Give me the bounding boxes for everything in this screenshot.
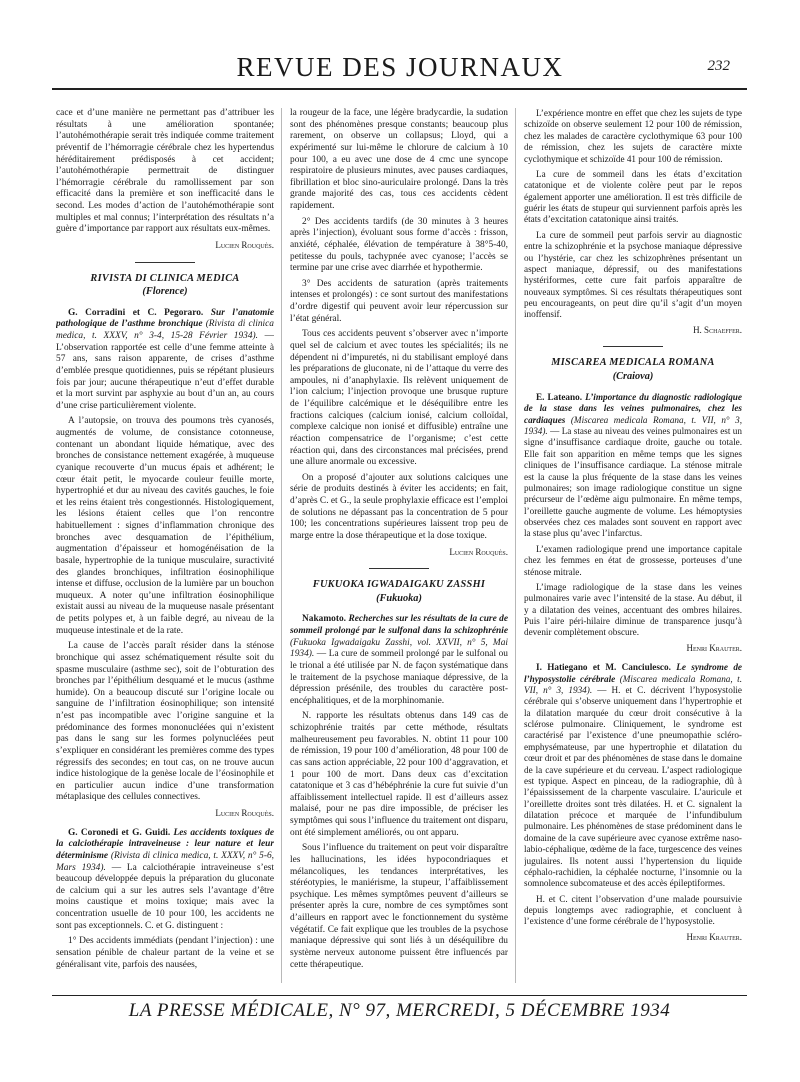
paragraph: A l’autopsie, on trouva des poumons très cyanosés, augmentés de volume, de consistance cotonneuse, contenant un abondant liquide hématique, avec des bronches de consistance nettement exagérée, à muqueuse cyanique recouverte d’un mucus épais et adhérent; le cœur était petit, le myocarde couleur feuille morte, hypertrophié et dur au niveau des cavités gauches, le foie et les reins étaient très congestionnés. Histologiquement, les lésions étaient celles que l’on rencontre habituellement : signes d’inflammation chronique des bronches avec desquamation de l’épithélium, augmentation d’épaisseur et homogénéisation de la basale, hypertrophie de la tunique musculaire, suractivité des glandes bronchiques, infiltration éosinophilique intense et diffuse, occlusion de la lumière par un bouchon muqueux. A noter qu’une infiltration éosinophilique existait aussi au niveau de la muqueuse nasale présentant de petits polypes et, à un faible degré, au niveau de la muqueuse intestinale et de la rate. [56, 416, 274, 636]
author-signature: Henri Krauter. [686, 931, 742, 942]
section-city: (Craiova) [612, 370, 654, 382]
article-heading [524, 662, 742, 890]
section-title: RIVISTA DI CLINICA MEDICA [90, 272, 240, 284]
paragraph: L’examen radiologique prend une importance capitale chez les femmes en état de grossesse, porteuses d’une sténose mitrale. [524, 543, 742, 577]
paragraph: la rougeur de la face, une légère bradycardie, la sudation sont des phénomènes presque constants; beaucoup plus rarement, on observe un collapsus; Lloyd, qui a expérimenté sur lui-même le chlorure de calcium à 10 pour 100, a eu avec une dose de 4 cmc une syncope respiratoire de plusieurs minutes, avec pauses cardiaques, fibrillation et bloc sino-auriculaire prolongé. Dans la très grande majorité des cas, tous ces accidents cèdent rapidement. [290, 108, 508, 211]
article-citation: (Fukuoka Igwadaigaku Zasshi, vol. XXVII, n° 5, Mai 1934). [290, 637, 508, 660]
article-citation: (Rivista di clinica medica, t. XXXV, n° 3-4, 15-28 Février 1934). [56, 319, 274, 341]
column-1 [56, 108, 274, 975]
article-title: Les accidents toxiques de la calciothérapie intraveineuse : leur nature et leur déterminisme [56, 827, 274, 861]
section-city: (Florence) [142, 286, 188, 298]
article-citation: (Miscarea medicala Romana, t. VII, n° 3, 1934). [524, 414, 742, 436]
paragraph: cace et d’une manière ne permettant pas d’attribuer les résultats à une amélioration spontanée; l’autohémothérapie serait très indiquée comme traitement préventif de l’hémorragie cérébrale chez les hypertendus héréditairement prédisposés à cet accident; l’autohémothérapie permettrait de distinguer l’hémorragie cérébrale du ramollissement par son efficacité dans la première et son inefficacité dans le second. Les modes d’action de l’autohémothérapie sont multiples et mal connus; l’interprétation des résultats n’a guère d’importance par rapport aux résultats eux-mêmes. [56, 108, 274, 235]
journal-title: REVUE DES JOURNAUX [236, 52, 564, 82]
paragraph: L’expérience montre en effet que chez les sujets de type schizoïde on observe seulement 12 pour 100 de rémission, chez les malades de caractère cyclothymique 63 pour 100 de rémission, chez les sujets de caractère mixte cyclothymique et schizoïde 41 pour 100 de rémission. [524, 108, 742, 164]
paragraph: — L’observation rapportée est celle d’une femme atteinte à 57 ans, sans raison apparente, de crises d’asthme d’emblée presque quotidiennes, puis se répétant plusieurs fois par jour; aucune thérapeutique n’eut d’effet durable et la mort survint par asphyxie au bout d’un an, au cours d’une crise particulièrement violente. [56, 331, 274, 411]
paragraph: 3° Des accidents de saturation (après traitements intenses et prolongés) : ce sont surtout des manifestations d’ordre digestif qui peuvent avoir leur répercussion sur l’état général. [290, 278, 508, 324]
paragraph: L’image radiologique de la stase dans les veines pulmonaires varie avec l’intensité de la stase. Au début, il y a dilatation des veines, accentuant des ombres hilaires. Puis l’aire péri-hilaire diminue de transparence jusqu’à devenir complètement obscure. [524, 581, 742, 638]
column-2 [290, 108, 508, 975]
paragraph: 2° Des accidents tardifs (de 30 minutes à 3 heures après l’injection), évoluant sous forme d’accès : frisson, anxiété, céphalée, élévation de température à 38°5-40, petitesse du pouls, tachypnée avec cyanose; l’accès se termine par une crise avec diarrhée et hypothermie. [290, 216, 508, 274]
page-footer: LA PRESSE MÉDICALE, N° 97, MERCREDI, 5 DÉCEMBRE 1934 [128, 1000, 671, 1021]
paragraph: N. rapporte les résultats obtenus dans 149 cas de schizophrénie traités par cette méthode, résultats malheureusement peu favorables. N. obtint 11 pour 100 de rémission, 19 pour 100 d’amélioration, 48 pour 100 de cas sans action appréciable, 22 pour 100 d’aggravation, et 1 pour 100 de mort. Dans deux cas d’excitation catatonique et 3 cas d’hébéphrénie la cure fut suivie d’un affaiblissement intellectuel rapide. Il est d’ailleurs assez malaisé, pour ne pas dire impossible, de préciser les symptômes qui sous l’influence du traitement ont disparu, ont été simplement améliorés, ou ont apparu. [290, 711, 508, 838]
section-divider [135, 262, 195, 263]
article-citation: (Miscarea medicala Romana, t. VII, n° 3, 1934). [524, 673, 742, 695]
paragraph: Sous l’influence du traitement on peut voir disparaître les hallucinations, les idées hypocondriaques et mélancoliques, les tendances interprétatives, les stéréotypies, le maniérisme, la stupeur, l’affaiblissement psychique. Les mêmes symptômes peuvent d’ailleurs se présenter après la cure, nombre de ces symptômes sont d’ailleurs en rapport avec le fonctionnement du système végétatif. Ce fait explique que les troubles de la psychose maniaque dépressive qui sont liés à un déséquilibre du système nerveux autonome puissent être influencés par cette thérapeutique. [290, 843, 508, 970]
paragraph: H. et C. citent l’observation d’une malade poursuivie depuis longtemps avec radiographie, et concluent à l’existence d’une forme cérébrale de l’hyposystolie. [524, 893, 742, 927]
column-divider-2 [515, 108, 516, 983]
article-authors: G. Corradini et C. Pegoraro. [68, 307, 204, 318]
footer-rule [52, 995, 747, 996]
author-signature: Lucien Rouquès. [215, 808, 274, 818]
paragraph: On a proposé d’ajouter aux solutions calciques une série de produits destinés à éviter les accidents; en fait, d’après C. et G., la seule prophylaxie efficace est l’emploi de solutions ne dépassant pas la concentration de 5 pour 100; les concentrations supérieures laissent trop peu de marge entre la dose thérapeutique et la dose toxique. [290, 472, 508, 541]
paragraph: — La stase au niveau des veines pulmonaires est un signe d’insuffisance cardiaque droite, gauche ou totale. Elle fait son apparition en même temps que les signes cliniques de l’insuffisance cardiaque. La sténose mitrale est la cause la plus fréquente de la stase dans les veines pulmonaires; son image radiologique constitue un signe précurseur de l’œdème aigu pulmonaire. En même temps, l’oreillette gauche augmente de volume. Les hémoptysies observées chez ces malades sont souvent en rapport avec la stase plus qu’avec l’infarctus. [524, 426, 742, 539]
author-signature: Lucien Rouquès. [215, 239, 274, 250]
article-authors: G. Coronedi et G. Guidi. [68, 827, 171, 838]
paragraph: La cause de l’accès paraît résider dans la sténose bronchique qui assez schématiquement résulte soit du spasme musculaire (asthme sec), soit de l’obturation des bronches par l’épithélium desquamé et le mucus (asthme humide). On a beaucoup discuté sur l’origine locale ou sanguine de l’infiltration éosinophilique; son intensité n’est pas incompatible avec l’origine sanguine et la prédominance des formes mononucléées qui n’existent pas dans le sang sur les formes polynucléées peut s’expliquer en considérant les premières comme des types régressifs des secondes; en tout cas, on ne trouve aucun indice histologique de la genèse locale de l’éosinophile et en particulier aucun indice d’une transformation métaplasique des cellules connectives. [56, 641, 274, 803]
section-title: FUKUOKA IGWADAIGAKU ZASSHI [312, 579, 486, 591]
article-title: L’importance du diagnostic radiologique de la stase dans les veines pulmonaires, chez les cardiaques [524, 391, 742, 425]
article-citation: (Rivista di clinica medica, t. XXXV, n° 5-6, Mars 1934). [56, 850, 274, 873]
paragraph: La cure de sommeil dans les états d’excitation catatonique et de violente colère peut par le repos également apporter une amélioration. Il est très difficile de guérir les états de stupeur qui surviennent parfois après les états d’excitation catatonique ainsi traités. [524, 168, 742, 225]
section-city: (Fukuoka) [376, 592, 422, 604]
paragraph: — La calciothérapie intraveineuse s’est beaucoup développée depuis la préparation du gluconate de calcium qui a sur les autres sels l’avantage d’être moins caustique et moins toxique; mais avec la concentration usuelle de 10 pour 100, les accidents ne sont pas exceptionnels. C. et G. distinguent : [56, 862, 274, 931]
paragraph: — H. et C. décrivent l’hyposystolie cérébrale qui s’observe uniquement dans l’hypertrophie et la dilatation marquée du cœur droit consécutive à la sclérose pulmonaire. Cliniquement, le syndrome est caractérisé par l’existence d’une pneumopathie scléro-emphysémateuse, par une hypertrophie et dilatation du cœur droit et par des phénomènes de stase dans le domaine de la cave supérieure et du cerveau. L’aspect radiologique est typique. Aspect en pinceau, de la radiographie, dû à l’épaississement de la charpente vasculaire. L’auricule et l’oreillette droites sont très dilatées. H. et C. signalent la dilatation précoce et marquée de l’infundibulum pulmonaire. Les phénomènes de stase prédominent dans le domaine de la cave supérieure avec cyanose extrême naso-labio-céphalique, œdème de la face, turgescence des veines jugulaires. Ils notent aussi l’hypertension du liquide céphalo-rachidien, la céphalée nocturne, l’insomnie ou la somnolence subcomateuse et des accès épileptiformes. [524, 684, 742, 889]
author-signature: Henri Krauter. [686, 642, 742, 653]
article-heading [290, 614, 508, 707]
article-authors: I. Hatiegano et M. Canciulesco. [536, 662, 671, 673]
article-authors: E. Lateano. [536, 391, 582, 402]
article-heading [56, 308, 274, 413]
header-rule [52, 88, 747, 90]
author-signature: H. Schaeffer. [693, 324, 742, 335]
article-title: Le syndrome de l’hyposystolie cérébrale [524, 662, 742, 684]
section-divider [603, 346, 663, 347]
column-divider-1 [281, 108, 282, 983]
paragraph: 1° Des accidents immédiats (pendant l’injection) : une sensation pénible de chaleur partant de la veine et se généralisant vite, parfois des nausées, [56, 936, 274, 970]
section-divider [369, 568, 429, 569]
paragraph: — La cure de sommeil prolongé par le sulfonal ou le trional a été utilisée par N. de façon systématique dans le traitement de la psychose maniaque dépressive, de la dépression présénile, des troubles du caractère post-encéphalitiques, et de la morphinomanie. [290, 649, 508, 706]
article-title: Sur l’anatomie pathologique de l’asthme bronchique [56, 307, 274, 330]
page-number: 232 [707, 58, 730, 74]
article-heading [56, 828, 274, 933]
article-title: Recherches sur les résultats de la cure de sommeil prolongé par le sulfonal dans la schizophrénie [290, 614, 508, 636]
author-signature: Lucien Rouquès. [449, 546, 508, 557]
paragraph: Tous ces accidents peuvent s’observer avec n’importe quel sel de calcium et avec toutes les spécialités; ils ne dépendent ni d’impuretés, ni du stabilisant employé dans les préparations de gluconate, ni de l’attaque du verre des ampoules, ni d’anaphylaxie. Ils relèvent uniquement de l’ion calcium; l’injection provoque une brusque rupture de l’équilibre calcémique et le déséquilibre entre les fractions calciques (calcium ionisé, calcium colloïdal, complexe calcique non ionisé et diffusible) entraîne une réaction compensatrice de l’organisme; c’est cette réaction qui, dans des circonstances mal précisées, prend une allure anormale ou excessive. [290, 329, 508, 468]
section-title: MISCAREA MEDICALA ROMANA [551, 357, 715, 369]
paragraph: La cure de sommeil peut parfois servir au diagnostic entre la schizophrénie et la psychose maniaque dépressive ou l’hystérie, car chez les schizophrènes présentant un aspect maniaque, dépressif, ou des manifestations hystériformes, cette cure fait parfois apparaître de nouveaux symptômes. Si ces résultats thérapeutiques sont peu encourageants, on peut dire qu’il s’agit d’un moyen inoffensif. [524, 229, 742, 320]
article-heading [524, 392, 742, 540]
column-3 [524, 108, 742, 951]
article-authors: Nakamoto. [302, 614, 347, 625]
running-header [70, 52, 730, 92]
